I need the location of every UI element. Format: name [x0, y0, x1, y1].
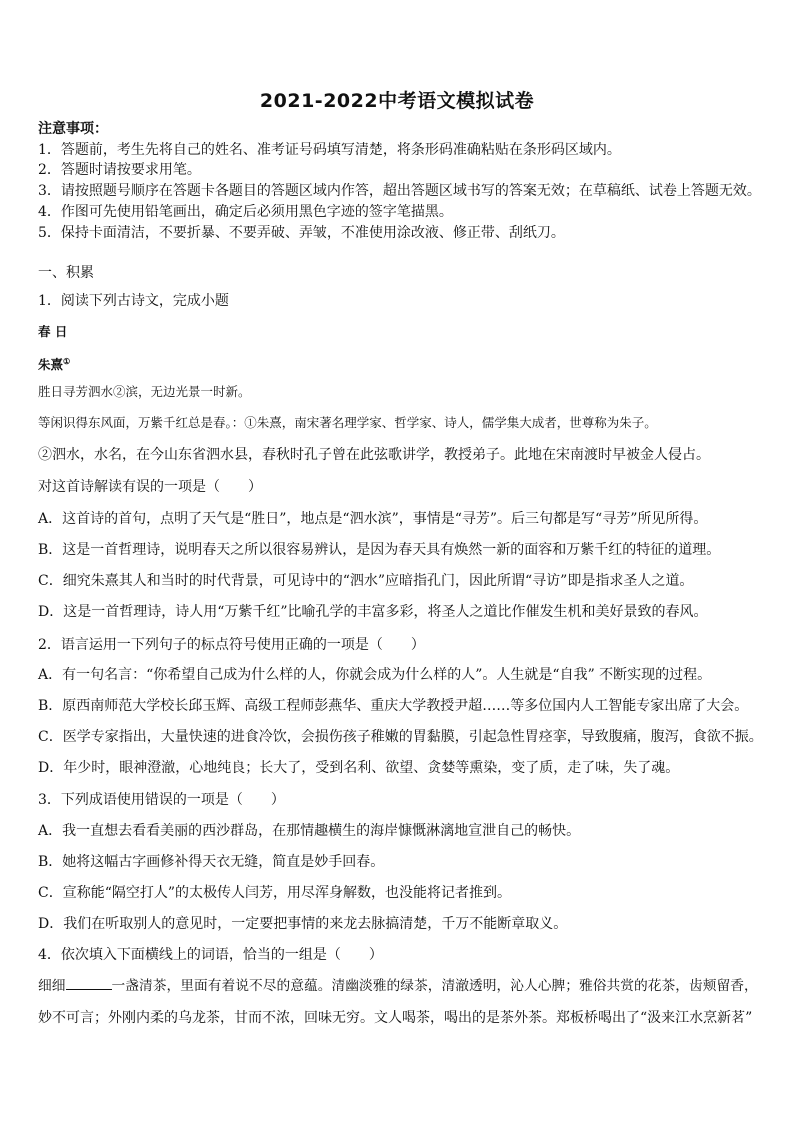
- q1-option-d: D．这是一首哲理诗，诗人用“万紫千红”比喻孔学的丰富多彩，将圣人之道比作催发生机和美好景致的春风。: [38, 604, 708, 620]
- q3-option-c: C．宣称能“隔空打人”的太极传人闫芳，用尽浑身解数，也没能将记者推到。: [38, 885, 512, 901]
- notice-item-3: 3．请按照题号顺序在答题卡各题目的答题区域内作答，超出答题区域书写的答案无效；在草稿纸、试卷上答题无效。: [38, 183, 761, 199]
- q4-line1-start: 细细: [38, 978, 66, 994]
- q2-option-a: A．有一句名言：“你希望自己成为什么样的人，你就会成为什么样的人”。人生就是“自我” 不断实现的过程。: [38, 667, 712, 683]
- note-2: ②泗水，水名，在今山东省泗水县，春秋时孔子曾在此弦歌讲学，教授弟子。此地在宋南渡时早被金人侵占。: [38, 447, 710, 463]
- q4-passage-line-2: 妙不可言；外刚内柔的乌龙茶，甘而不浓，回味无穷。文人喝茶，喝出的是茶外茶。郑板桥喝出了“汲来江水烹新茗”: [38, 1010, 753, 1026]
- notice-item-2: 2．答题时请按要求用笔。: [38, 162, 201, 178]
- q3-stem: 3．下列成语使用错误的一项是（ ）: [38, 792, 285, 808]
- q4-line1-rest: 一盏清茶，里面有着说不尽的意蕴。清幽淡雅的绿茶，清澈透明，沁人心脾；雅俗共赏的花茶，齿颊留香，: [111, 978, 758, 994]
- q3-option-b: B．她将这幅古字画修补得天衣无缝，简直是妙手回春。: [38, 854, 385, 870]
- q2-option-d: D．年少时，眼神澄澈，心地纯良；长大了，受到名利、欲望、贪婪等熏染，变了质，走了味，失了魂。: [38, 760, 680, 776]
- q2-stem: 2．语言运用一下列句子的标点符号使用正确的一项是（ ）: [38, 637, 425, 653]
- fill-blank: [66, 977, 112, 990]
- q1-option-c: C．细究朱熹其人和当时的时代背景，可见诗中的“泗水”应暗指孔门，因此所谓“寻访”即是指求圣人之道。: [38, 573, 694, 589]
- q1-question: 对这首诗解读有误的一项是（ ）: [38, 479, 262, 495]
- q1-stem: 1．阅读下列古诗文，完成小题: [38, 293, 229, 309]
- notice-item-5: 5．保持卡面清洁，不要折暴、不要弄破、弄皱，不准使用涂改液、修正带、刮纸刀。: [38, 225, 565, 241]
- q3-option-d: D．我们在听取别人的意见时，一定要把事情的来龙去脉搞清楚，千万不能断章取义。: [38, 916, 568, 932]
- poem-line-1: 胜日寻芳泗水②滨，无边光景一时新。: [38, 384, 251, 399]
- poem-line-2-note-1: 等闲识得东风面，万紫千红总是春。：①朱熹，南宋著名理学家、哲学家、诗人，儒学集大成者，世尊称为朱子。: [38, 415, 657, 430]
- q4-passage-line-1: [38, 977, 768, 995]
- page-title: 2021-2022中考语文模拟试卷: [259, 90, 535, 112]
- notice-item-4: 4．作图可先使用铅笔画出，确定后必须用黑色字迹的签字笔描黑。: [38, 204, 453, 220]
- q1-option-b: B．这是一首哲理诗，说明春天之所以很容易辨认，是因为春天具有焕然一新的面容和万紫千红的特征的道理。: [38, 542, 721, 558]
- q3-option-a: A．我一直想去看看美丽的西沙群岛，在那情趣横生的海岸慷慨淋漓地宣泄自己的畅快。: [38, 823, 581, 839]
- footnote-mark: ①: [63, 356, 71, 366]
- notice-item-1: 1．答题前，考生先将自己的姓名、准考证号码填写清楚，将条形码准确粘贴在条形码区域内。: [38, 142, 621, 158]
- q2-option-b: B．原西南师范大学校长邱玉辉、高级工程师彭燕华、重庆大学教授尹超……等多位国内人工智能专家出席了大会。: [38, 698, 749, 714]
- q1-option-a: A．这首诗的首句，点明了天气是“胜日”，地点是“泗水滨”，事情是“寻芳”。后三句都是写“寻芳”所见所得。: [38, 511, 708, 527]
- q4-stem: 4．依次填入下面横线上的词语，恰当的一组是（ ）: [38, 947, 383, 963]
- poem-author-name: 朱熹: [38, 357, 64, 373]
- notice-heading: 注意事项：: [38, 121, 108, 137]
- section-heading: 一、积累: [38, 265, 94, 281]
- poem-title: 春 日: [38, 324, 68, 339]
- q2-option-c: C．医学专家指出，大量快速的进食冷饮，会损伤孩子稚嫩的胃黏膜，引起急性胃痉挛，导致腹痛，腹泻，食欲不振。: [38, 729, 763, 745]
- poem-author: [38, 352, 768, 374]
